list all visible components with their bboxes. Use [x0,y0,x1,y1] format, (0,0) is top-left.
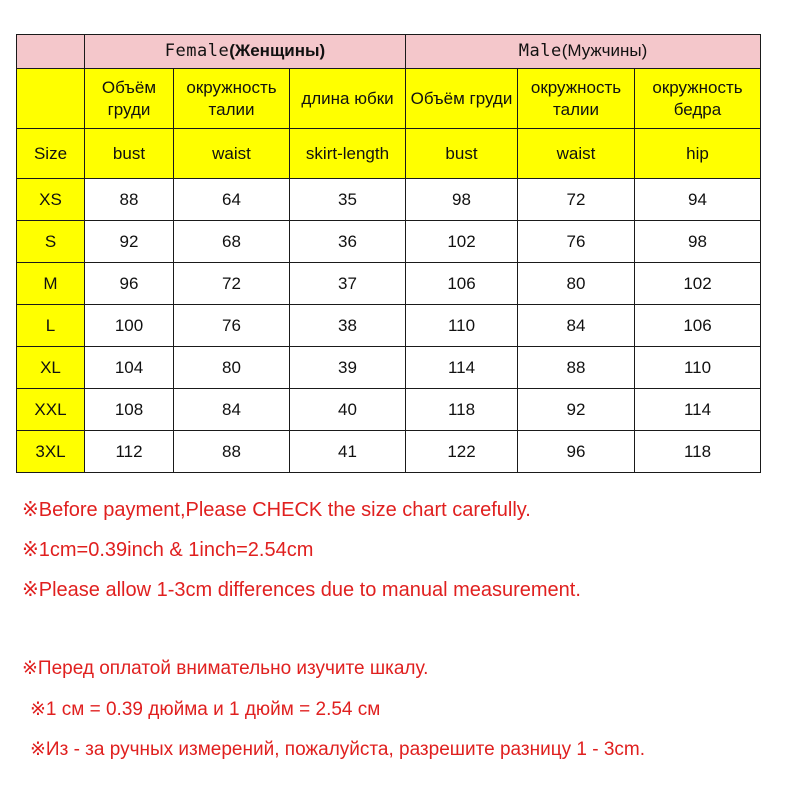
table-cell: 64 [174,179,290,221]
table-cell: 80 [518,263,635,305]
table-row [17,431,761,473]
note-check-size-en: ※Before payment,Please CHECK the size chart carefully. [22,499,531,521]
table-cell: 110 [406,305,518,347]
table-cell: 36 [290,221,406,263]
table-cell: 114 [406,347,518,389]
table-cell: 98 [406,179,518,221]
table-cell: 122 [406,431,518,473]
table-cell: 112 [85,431,174,473]
table-cell: 88 [85,179,174,221]
table-cell: 76 [174,305,290,347]
table-cell: 102 [406,221,518,263]
table-cell: 39 [290,347,406,389]
table-cell: 88 [174,431,290,473]
table-cell: 88 [518,347,635,389]
en-header-male-waist: waist [518,129,635,179]
table-row [17,221,761,263]
corner-cell [17,35,85,69]
table-row [17,347,761,389]
size-label: 3XL [17,431,85,473]
table-cell: 106 [635,305,761,347]
note-measurement-diff-ru: ※Из - за ручных измерений, пожалуйста, разрешите разницу 1 - 3cm. [30,739,645,760]
size-label: XXL [17,389,85,431]
table-cell: 114 [635,389,761,431]
table-cell: 68 [174,221,290,263]
note-unit-conversion-ru: ※1 см = 0.39 дюйма и 1 дюйм = 2.54 см [30,699,381,720]
table-cell: 35 [290,179,406,221]
en-header-female-bust: bust [85,129,174,179]
size-chart-table [16,34,761,473]
table-cell: 118 [635,431,761,473]
size-label: L [17,305,85,347]
table-cell: 38 [290,305,406,347]
table-row [17,179,761,221]
table-row [17,389,761,431]
size-label: S [17,221,85,263]
ru-header-male-bust: Объём груди [406,69,518,129]
ru-header-female-bust: Объём груди [85,69,174,129]
table-row [17,305,761,347]
table-cell: 41 [290,431,406,473]
male-label-en: Male [518,41,562,62]
ru-header-female-waist: окружность талии [174,69,290,129]
table-cell: 100 [85,305,174,347]
table-cell: 106 [406,263,518,305]
size-label: XS [17,179,85,221]
table-cell: 118 [406,389,518,431]
en-header-female-waist: waist [174,129,290,179]
note-check-size-ru: ※Перед оплатой внимательно изучите шкалу. [22,658,429,679]
en-header-male-bust: bust [406,129,518,179]
table-cell: 96 [85,263,174,305]
ru-header-male-hip: окружность бедра [635,69,761,129]
table-cell: 92 [85,221,174,263]
table-cell: 72 [174,263,290,305]
table-cell: 84 [174,389,290,431]
table-row [17,263,761,305]
female-header [85,35,406,69]
table-cell: 94 [635,179,761,221]
female-label-ru: (Женщины) [229,41,326,61]
male-label-ru: (Мужчины) [561,41,648,61]
ru-header-male-waist: окружность талии [518,69,635,129]
table-cell: 110 [635,347,761,389]
ru-header-female-skirt: длина юбки [290,69,406,129]
table-cell: 80 [174,347,290,389]
table-cell: 92 [518,389,635,431]
table-cell: 104 [85,347,174,389]
table-cell: 102 [635,263,761,305]
size-label: M [17,263,85,305]
en-header-male-hip: hip [635,129,761,179]
table-cell: 108 [85,389,174,431]
size-label: XL [17,347,85,389]
en-header-size: Size [17,129,85,179]
table-cell: 96 [518,431,635,473]
table-cell: 84 [518,305,635,347]
table-cell: 37 [290,263,406,305]
table-cell: 40 [290,389,406,431]
en-header-female-skirt: skirt-length [290,129,406,179]
female-label-en: Female [164,41,230,62]
table-cell: 72 [518,179,635,221]
note-measurement-diff-en: ※Please allow 1-3cm differences due to manual measurement. [22,579,581,601]
ru-header-empty [17,69,85,129]
male-header [406,35,761,69]
table-cell: 98 [635,221,761,263]
table-cell: 76 [518,221,635,263]
note-unit-conversion-en: ※1cm=0.39inch & 1inch=2.54cm [22,539,314,561]
